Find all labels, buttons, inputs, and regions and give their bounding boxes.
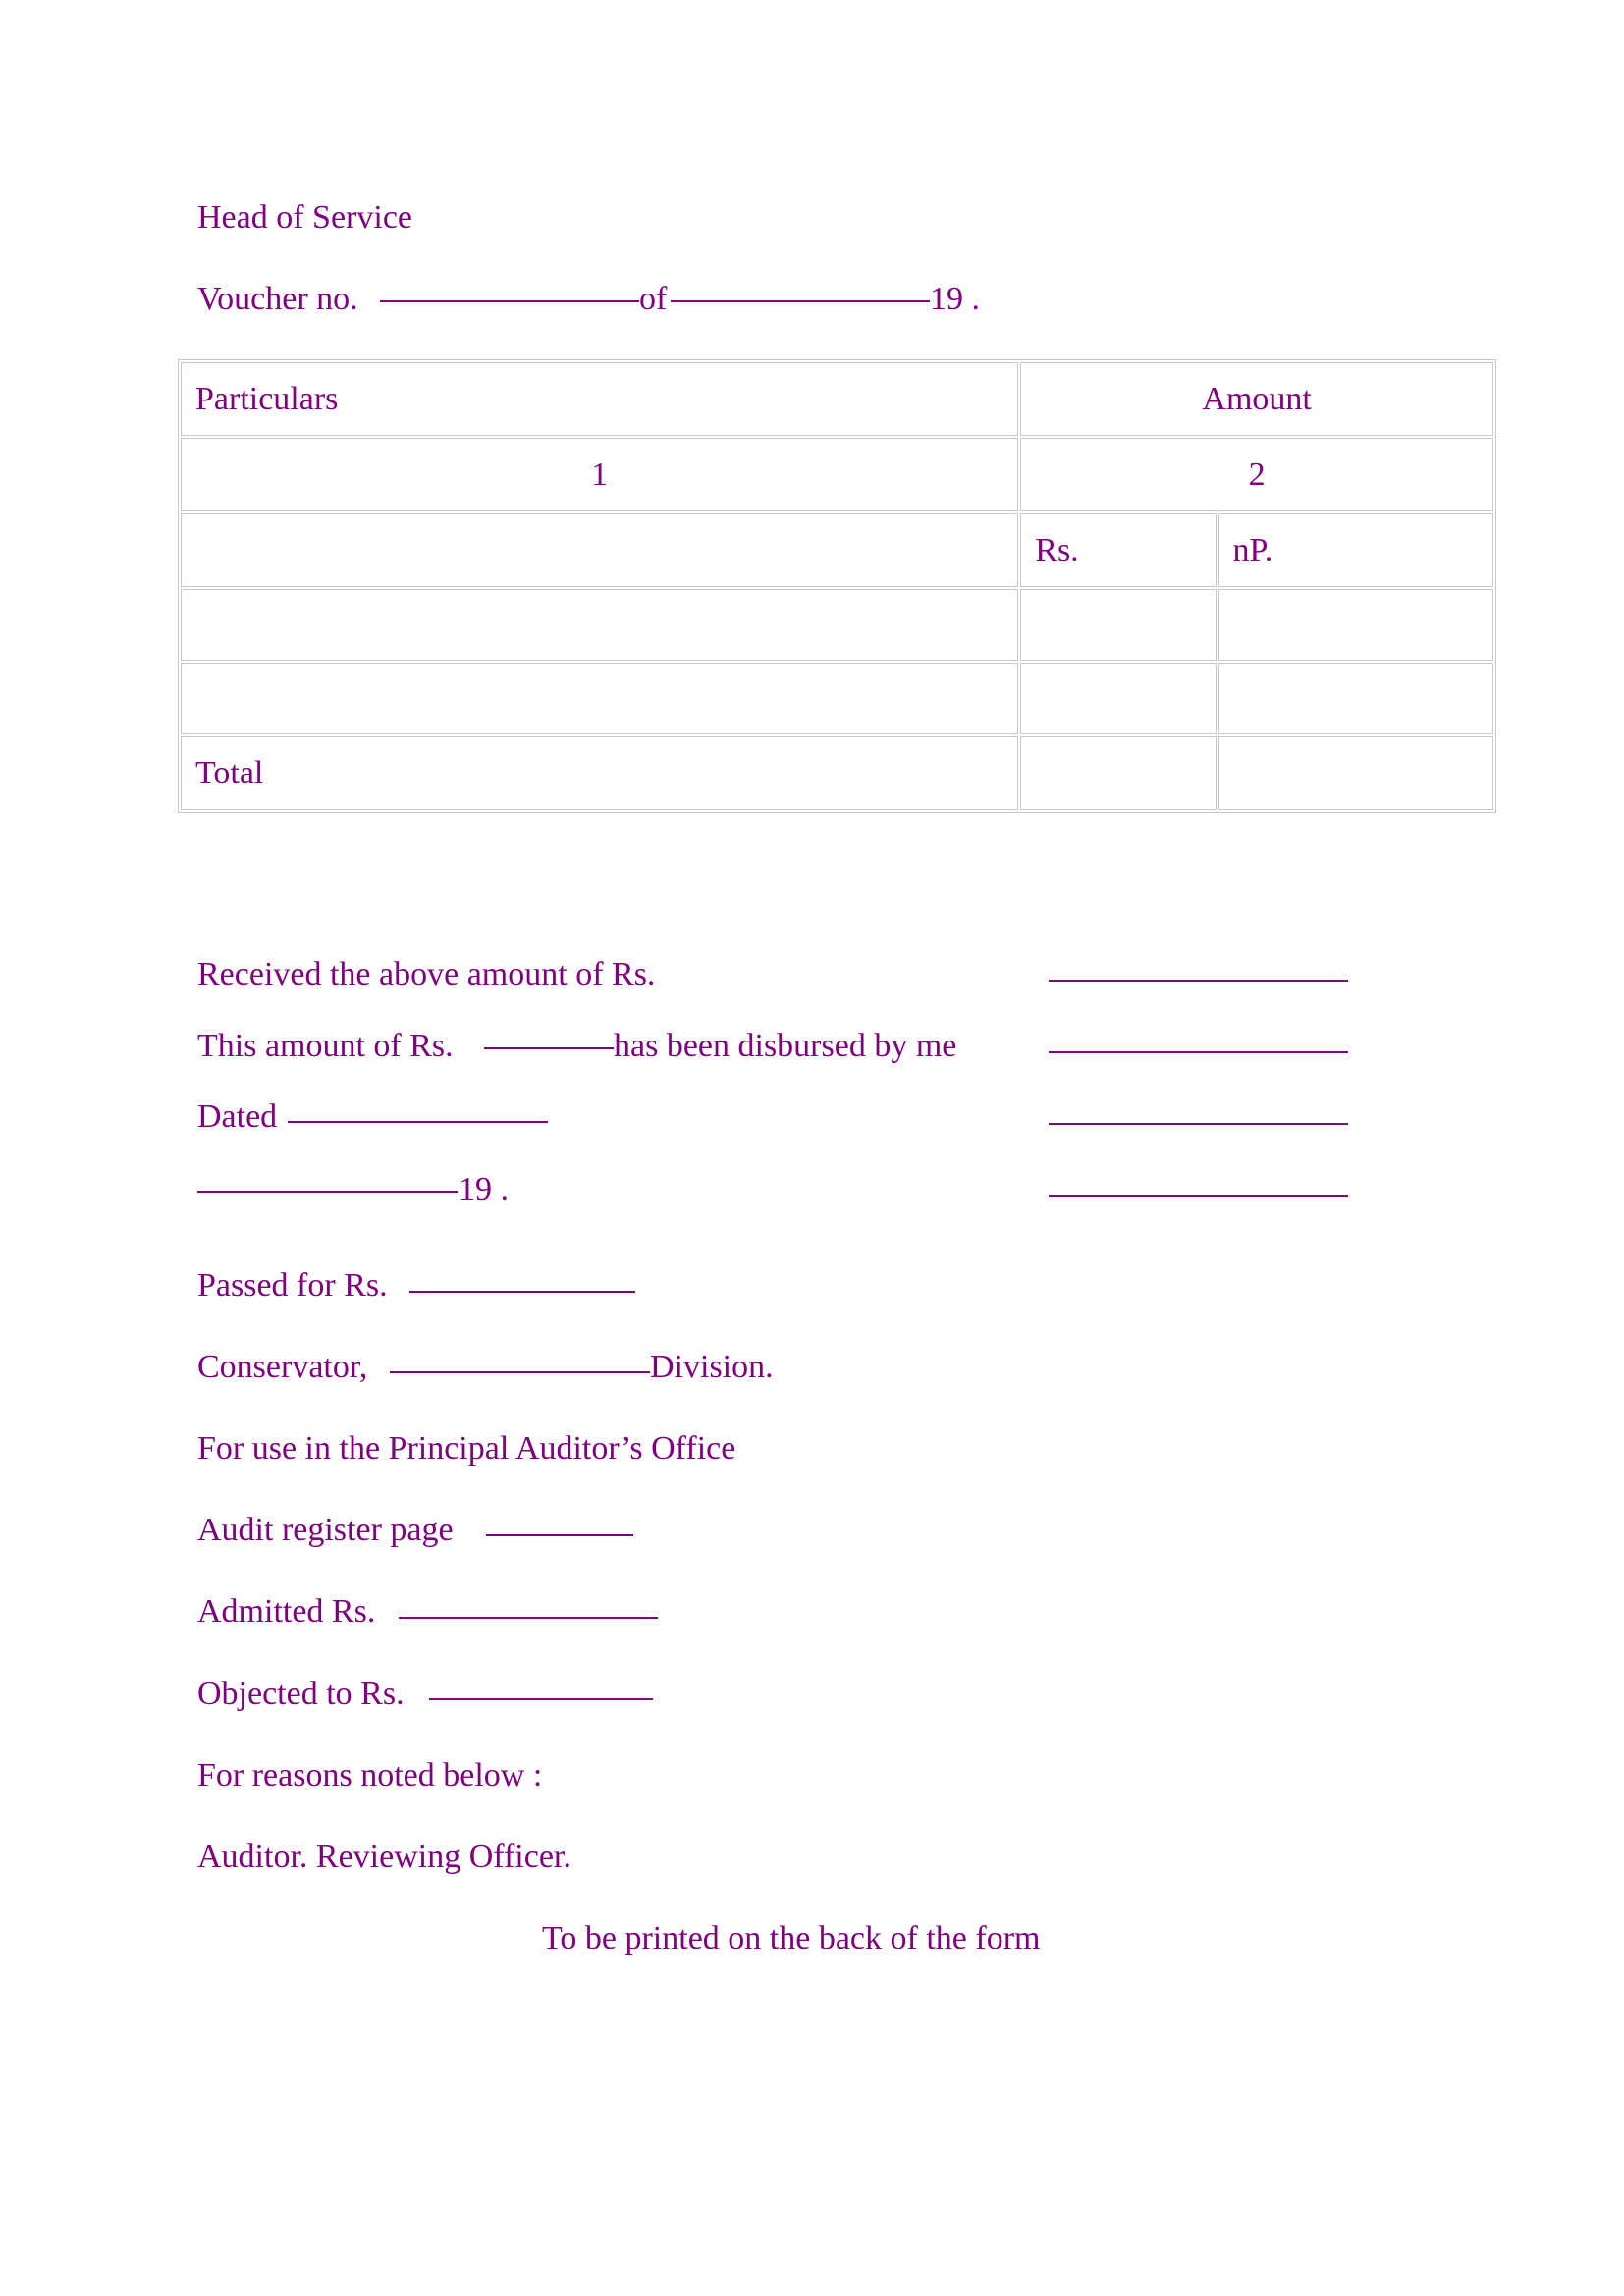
- reasons-label: For reasons noted below :: [197, 1757, 543, 1793]
- audit-register-page-label: Audit register page: [197, 1512, 454, 1548]
- disbursed-signature-blank[interactable]: [1049, 1051, 1348, 1053]
- signatories-label: Auditor. Reviewing Officer.: [197, 1839, 571, 1875]
- amount-np-cell[interactable]: [1218, 663, 1493, 734]
- division-label: Division.: [650, 1349, 774, 1385]
- subheader-np: nP.: [1218, 513, 1493, 587]
- total-label: Total: [181, 736, 1018, 810]
- amount-rs-cell[interactable]: [1020, 663, 1216, 734]
- disbursed-suffix-label: has been disbursed by me: [614, 1028, 957, 1064]
- amount-rs-cell[interactable]: [1020, 589, 1216, 661]
- back-of-form-note: To be printed on the back of the form: [542, 1920, 1041, 1956]
- particulars-cell-blank[interactable]: [181, 513, 1018, 587]
- passed-for-blank[interactable]: [409, 1291, 635, 1293]
- dated-signature-blank[interactable]: [1049, 1123, 1348, 1125]
- year-prefix-blank[interactable]: [197, 1191, 458, 1193]
- voucher-year-label: 19 .: [930, 281, 980, 317]
- disbursed-prefix-label: This amount of Rs.: [197, 1028, 454, 1064]
- office-use-label: For use in the Principal Auditor’s Office: [197, 1430, 736, 1467]
- dated-blank[interactable]: [288, 1121, 548, 1123]
- receipt-year-label: 19 .: [459, 1171, 509, 1207]
- passed-for-label: Passed for Rs.: [197, 1267, 388, 1304]
- objected-label: Objected to Rs.: [197, 1676, 405, 1712]
- total-rs-cell[interactable]: [1020, 736, 1216, 810]
- voucher-of-label: of: [639, 281, 668, 317]
- particulars-cell[interactable]: [181, 663, 1018, 734]
- total-np-cell[interactable]: [1218, 736, 1493, 810]
- header-amount: Amount: [1020, 362, 1493, 436]
- received-amount-label: Received the above amount of Rs.: [197, 956, 656, 992]
- head-of-service-label: Head of Service: [197, 199, 413, 236]
- voucher-date-blank[interactable]: [671, 300, 930, 302]
- year-signature-blank[interactable]: [1049, 1195, 1348, 1197]
- admitted-blank[interactable]: [399, 1617, 658, 1619]
- amount-np-cell[interactable]: [1218, 589, 1493, 661]
- conservator-label: Conservator,: [197, 1349, 368, 1385]
- voucher-no-blank[interactable]: [380, 300, 639, 302]
- disbursed-amount-blank[interactable]: [484, 1047, 614, 1049]
- column-number-1: 1: [181, 438, 1018, 511]
- objected-blank[interactable]: [429, 1698, 653, 1700]
- dated-label: Dated: [197, 1098, 278, 1135]
- column-number-2: 2: [1020, 438, 1493, 511]
- conservator-division-blank[interactable]: [390, 1371, 650, 1373]
- particulars-table: [178, 359, 1496, 813]
- admitted-label: Admitted Rs.: [197, 1593, 376, 1629]
- voucher-no-label: Voucher no.: [197, 281, 358, 317]
- particulars-cell[interactable]: [181, 589, 1018, 661]
- audit-register-page-blank[interactable]: [486, 1534, 633, 1536]
- received-signature-blank[interactable]: [1049, 980, 1348, 982]
- header-particulars: Particulars: [181, 362, 1018, 436]
- subheader-rs: Rs.: [1020, 513, 1216, 587]
